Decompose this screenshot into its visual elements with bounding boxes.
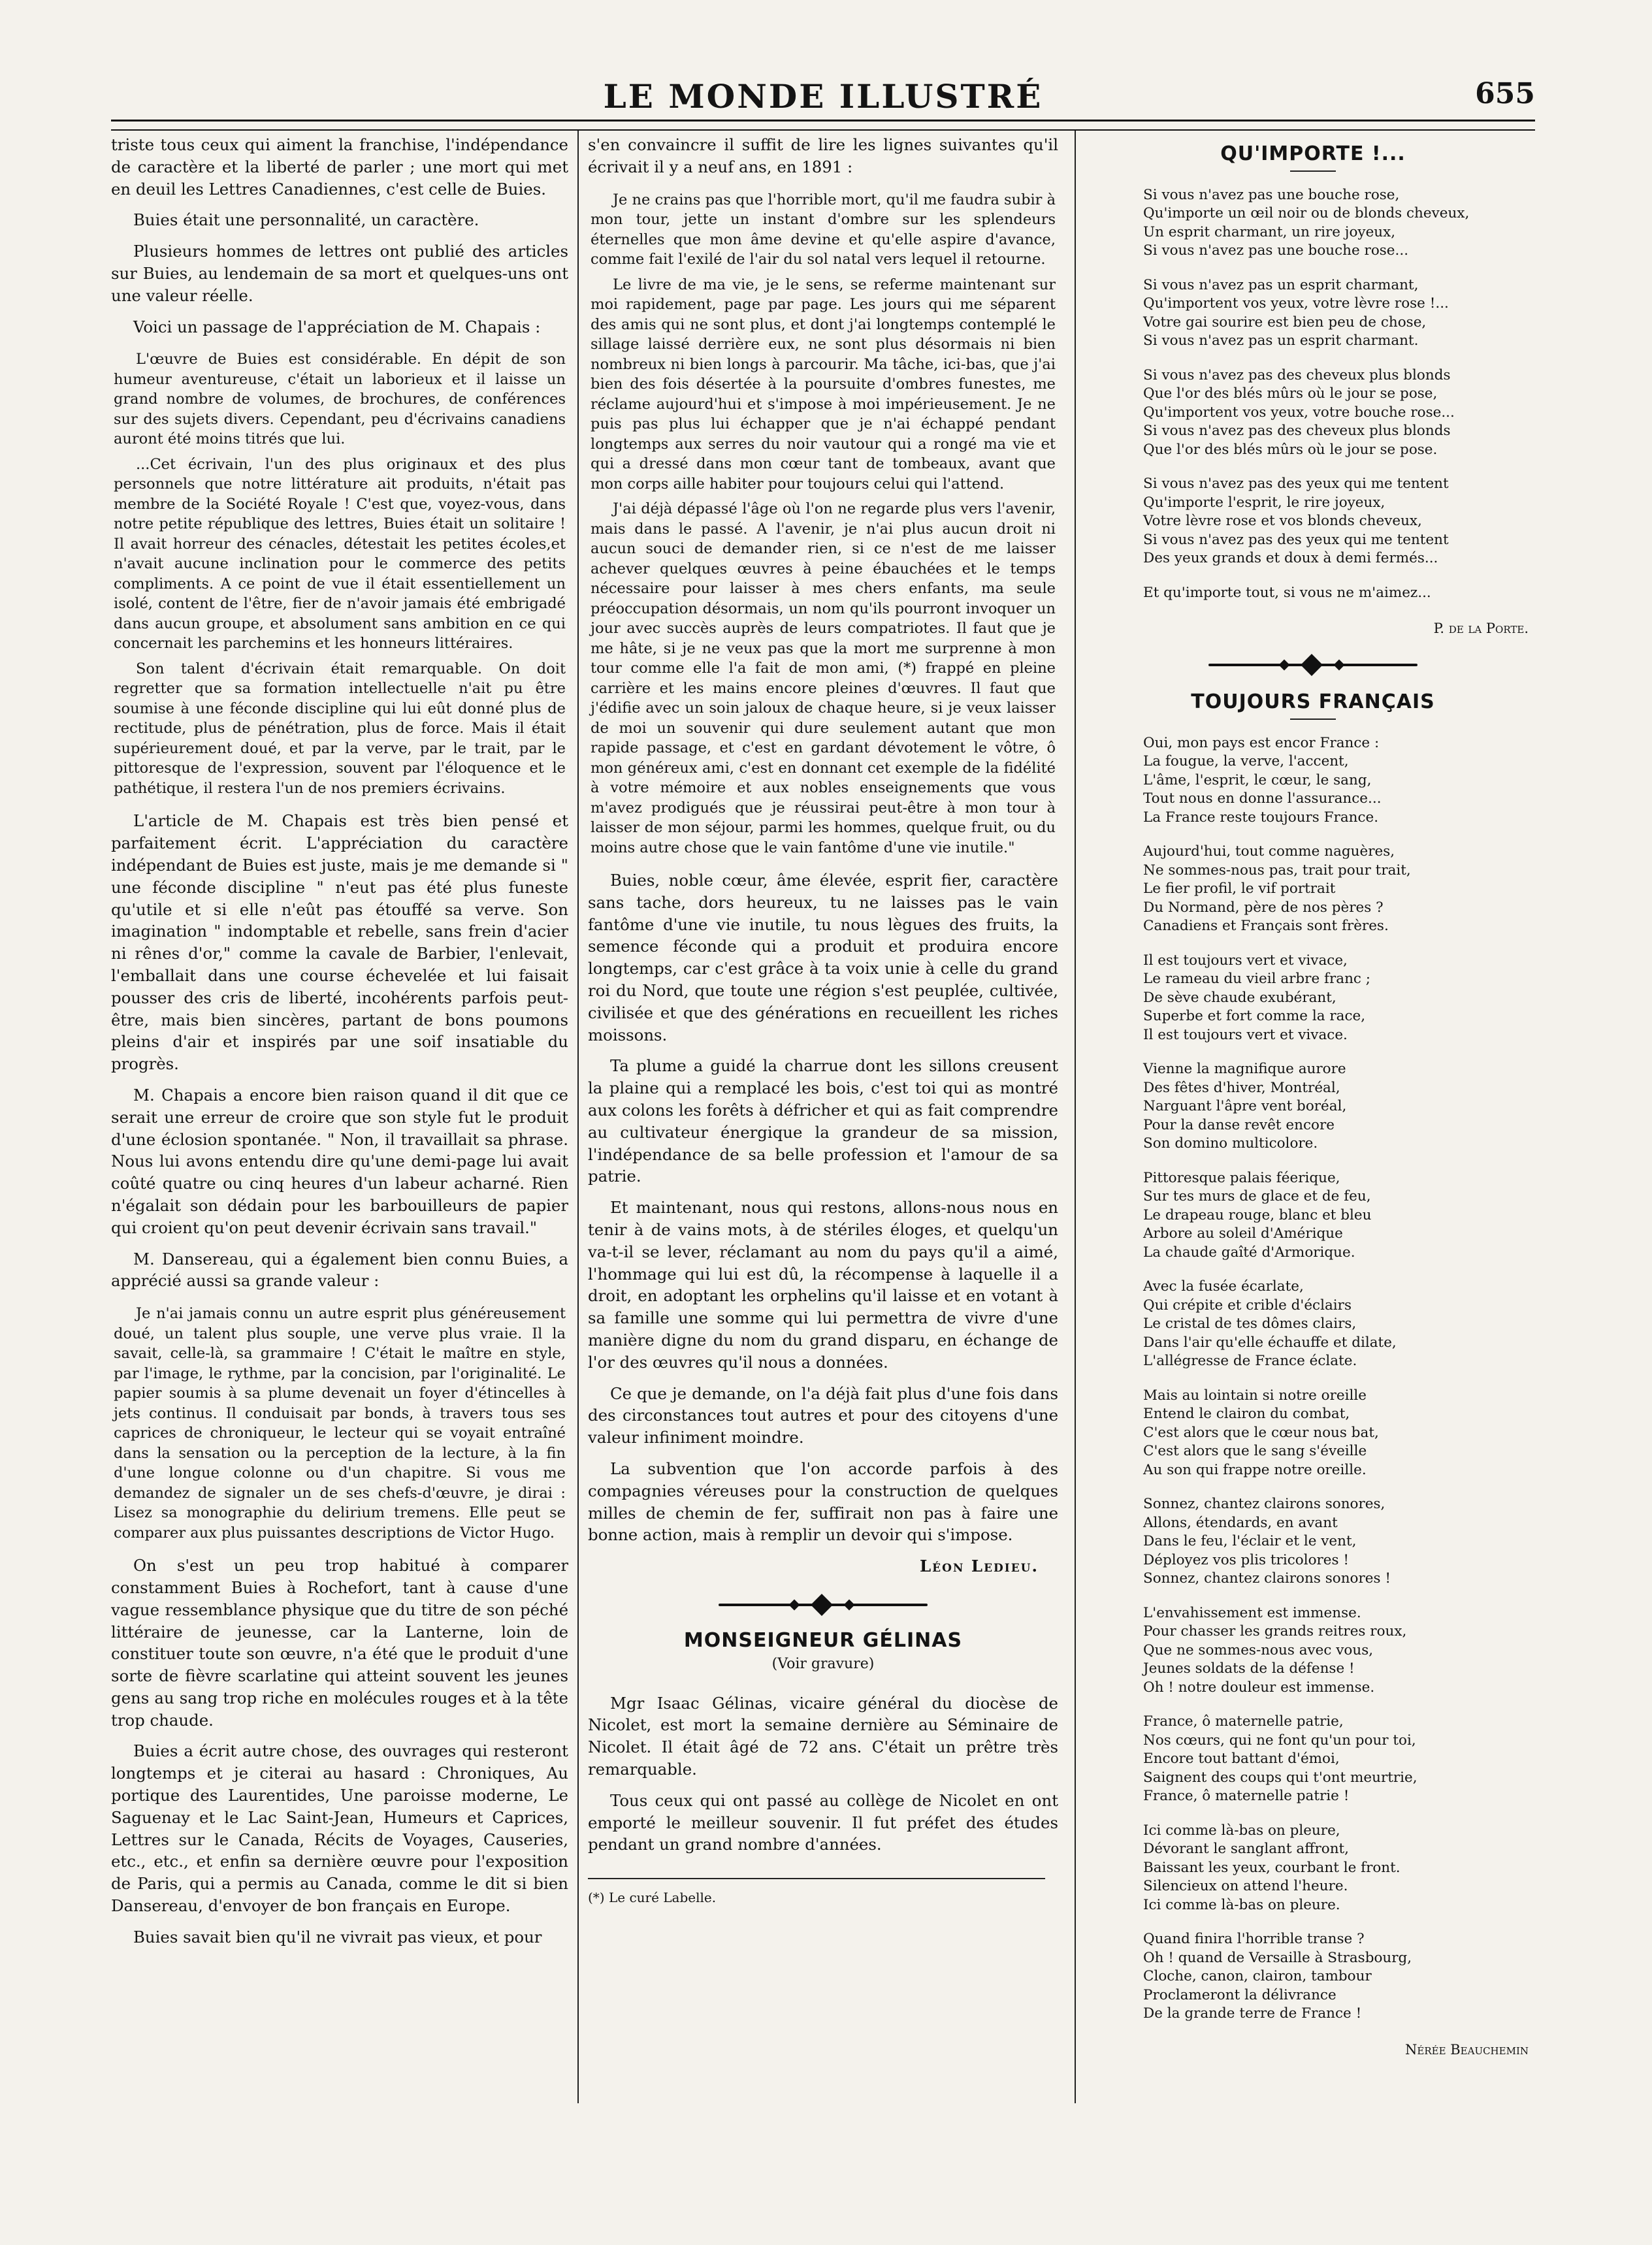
stanza: [1143, 366, 1529, 460]
verse-line: Oh ! quand de Versaille à Strasbourg,: [1143, 1949, 1412, 1966]
verse-line: Vienne la magnifique aurore: [1143, 1061, 1346, 1078]
poem-signature: Nérée Beauchemin: [1405, 2041, 1529, 2058]
verse-line: L'âme, l'esprit, le cœur, le sang,: [1143, 771, 1372, 788]
verse-line: Si vous n'avez pas des cheveux plus blonds: [1143, 423, 1451, 440]
verse-line: France, ô maternelle patrie !: [1143, 1788, 1350, 1805]
ornament-divider: [719, 1597, 928, 1613]
quote-paragraph: Son talent d'écrivain était remarquable. On doit regretter que sa formation intellectuelle n'ait pu être soumise à une féconde discipline qui lui eût donné plus de rectitude, plus de pénétration, plus de force. Mais il était supérieurement doué, et par la verve, par le trait, par le pittoresque de l'expression, souvent par l'éloquence et le pathétique, il restera l'un de nos premiers écrivains.: [114, 660, 566, 797]
verse-line: Si vous n'avez pas une bouche rose,: [1143, 186, 1400, 203]
verse-line: Qu'importent vos yeux, votre bouche rose...: [1143, 404, 1455, 421]
stanza: [1143, 1060, 1529, 1154]
verse-line: Dévorant le sanglant affront,: [1143, 1841, 1350, 1858]
verse-line: Déployez vos plis tricolores !: [1143, 1551, 1350, 1568]
verse-line: Il est toujours vert et vivace,: [1143, 952, 1348, 969]
stanza: [1143, 186, 1529, 261]
verse-line: Superbe et fort comme la race,: [1143, 1008, 1366, 1025]
paragraph: Buies, noble cœur, âme élevée, esprit fier, caractère sans tache, dors heureux, tu ne laisses pas le vain fantôme d'une vie inutile, tu nous lègues des fruits, la semence féconde qui a produit et produira encore longtemps, car c'est grâce à ta voix unie à celle du grand roi du Nord, que toute une région s'est peuplée, cultivée, civilisée et que des générations en recueillent les riches moissons.: [588, 871, 1058, 1044]
verse-line: Encore tout battant d'émoi,: [1143, 1751, 1340, 1768]
verse-line: Nos cœurs, qui ne font qu'un pour toi,: [1143, 1732, 1416, 1749]
quotation-chapais: [114, 349, 566, 798]
verse-line: Sonnez, chantez clairons sonores,: [1143, 1496, 1385, 1513]
verse-line: Si vous n'avez pas une bouche rose...: [1143, 242, 1409, 259]
verse-line: Arbore au soleil d'Amérique: [1143, 1225, 1343, 1242]
stanza: [1143, 584, 1529, 603]
quote-paragraph: Je n'ai jamais connu un autre esprit plus généreusement doué, un talent plus souple, une verve plus vraie. Il la savait, celle-là, sa grammaire ! C'était le maître en style, par l'image, le rythme, par la concision, par l'originalité. Le papier soumis à sa plume devenait un foyer d'étincelles à jets continus. Il conduisait par bonds, à travers tous ses caprices de chroniqueur, le lecteur qui se voyait entraîné dans la sensation ou la perception de la lecture, à la fin d'une longue colonne ou d'un chapitre. Si vous me demandez de signaler un de ses chefs-d'œuvre, je dirai : Lisez sa monographie du delirium tremens. Elle peut se comparer aux plus puissantes descriptions de Victor Hugo.: [114, 1305, 566, 1542]
verse-line: Baissant les yeux, courbant le front.: [1143, 1859, 1401, 1876]
paragraph: La subvention que l'on accorde parfois à des compagnies véreuses pour la construction de quelques milles de chemin de fer, suffirait non pas à faire une bonne action, mais à remplir un devoir qui s'impose.: [588, 1459, 1058, 1545]
verse-line: Quand finira l'horrible transe ?: [1143, 1931, 1365, 1948]
verse-line: Dans l'air qu'elle échauffe et dilate,: [1143, 1334, 1397, 1351]
verse-line: Que l'or des blés mûrs où le jour se pose,: [1143, 385, 1438, 402]
poem-body: [1097, 734, 1529, 2024]
verse-line: La fougue, la verve, l'accent,: [1143, 753, 1349, 770]
verse-line: Si vous n'avez pas des cheveux plus blonds: [1143, 366, 1451, 383]
verse-line: La France reste toujours France.: [1143, 809, 1379, 826]
verse-line: Le drapeau rouge, blanc et bleu: [1143, 1206, 1372, 1223]
paragraph: s'en convaincre il suffit de lire les lignes suivantes qu'il écrivait il y a neuf ans, en 1891 :: [588, 135, 1058, 176]
verse-line: Si vous n'avez pas un esprit charmant,: [1143, 276, 1419, 293]
verse-line: Proclameront la délivrance: [1143, 1986, 1336, 2003]
quote-paragraph: L'œuvre de Buies est considérable. En dépit de son humeur aventureuse, c'était un laborieux et il laisse un grand nombre de volumes, de brochures, de conférences sur des sujets divers. Cependant, peu d'écrivains canadiens auront été moins titrés que lui.: [114, 351, 566, 448]
paragraph: Buies était une personnalité, un caractère.: [133, 210, 479, 230]
verse-line: Entend le clairon du combat,: [1143, 1406, 1350, 1423]
stanza: [1143, 1387, 1529, 1480]
verse-line: Le fier profil, le vif portrait: [1143, 880, 1336, 897]
paragraph: Ta plume a guidé la charrue dont les sillons creusent la plaine qui a remplacé les bois, c'est toi qui as montré aux colons les forêts à défricher et qui as fait comprendre au cultivateur énergique la grandeur de sa mission, l'indépendance de sa belle profession et l'amour de sa patrie.: [588, 1056, 1058, 1186]
stanza: [1143, 1822, 1529, 1915]
verse-line: Narguant l'âpre vent boréal,: [1143, 1098, 1347, 1115]
stanza: [1143, 952, 1529, 1045]
paragraph: M. Dansereau, qui a également bien connu Buies, a apprécié aussi sa grande valeur :: [111, 1249, 568, 1291]
paragraph: Voici un passage de l'appréciation de M. Chapais :: [133, 317, 541, 336]
paragraph: Plusieurs hommes de lettres ont publié des articles sur Buies, au lendemain de sa mort et quelques-uns ont une valeur réelle.: [111, 242, 568, 305]
verse-line: Sonnez, chantez clairons sonores !: [1143, 1570, 1391, 1587]
column-divider-1: [577, 131, 579, 2103]
verse-line: France, ô maternelle patrie,: [1143, 1713, 1344, 1730]
verse-line: Qu'importent vos yeux, votre lèvre rose !...: [1143, 295, 1449, 312]
ornament-divider: [1208, 657, 1417, 673]
verse-line: La chaude gaîté d'Armorique.: [1143, 1244, 1355, 1261]
quote-paragraph: J'ai déjà dépassé l'âge où l'on ne regarde plus vers l'avenir, mais dans le passé. A l'avenir, je n'ai plus aucun droit ni aucun souci de demander rien, si ce n'est de me laisser achever quelques œuvres à peine ébauchées et le temps nécessaire pour laisser à mes chers enfants, ma seule préoccupation désormais, un nom qu'ils pourront invoquer un jour avec succès auprès de leurs compatriotes. Il faut que je me hâte, si je ne veux pas que la mort me surprenne à mon tour comme elle l'a fait de mon ami, (*) frappé en pleine carrière et les mains encore pleines d'œuvres. Il faut que j'édifie avec un soin jaloux de chaque heure, si je veux laisser de moi un souvenir qui dure seulement autant que mon rapide passage, et c'est en gardant dévotement le vôtre, ô mon généreux ami, c'est en donnant cet exemple de la fidélité à votre mémoire et aux nobles enseignements que vous m'avez prodigués que je réussirai peut-être à mon tour à laisser de mon séjour, parmi les hommes, quelque fruit, ou du moins autre chose que le vain fantôme d'une vie inutile.": [591, 500, 1056, 856]
verse-line: C'est alors que le cœur nous bat,: [1143, 1424, 1379, 1441]
stanza: [1143, 1930, 1529, 2024]
verse-line: Si vous n'avez pas des yeux qui me tentent: [1143, 476, 1449, 493]
verse-line: Votre lèvre rose et vos blonds cheveux,: [1143, 513, 1422, 530]
poem-title: TOUJOURS FRANÇAIS: [1191, 690, 1435, 714]
verse-line: Ne sommes-nous pas, trait pour trait,: [1143, 862, 1411, 879]
verse-line: Et qu'importe tout, si vous ne m'aimez...: [1143, 584, 1431, 601]
verse-line: Qui crépite et crible d'éclairs: [1143, 1297, 1352, 1314]
verse-line: Ici comme là-bas on pleure,: [1143, 1822, 1340, 1839]
verse-line: Si vous n'avez pas un esprit charmant.: [1143, 332, 1419, 349]
verse-line: Oh ! notre douleur est immense.: [1143, 1679, 1375, 1696]
verse-line: Un esprit charmant, un rire joyeux,: [1143, 223, 1396, 240]
title-rule: [1290, 719, 1336, 720]
paragraph: Buies a écrit autre chose, des ouvrages qui resteront longtemps et je citerai au hasard : Chroniques, Au portique des Laurentides, Une paroisse moderne, Le Saguenay et le Lac Saint-Jean, Humeurs et Caprices, Lettres sur le Canada, Récits de Voyages, Causeries, etc., etc., et enfin sa dernière œuvre pour l'exposition de Paris, qui a permis au Canada, comme le dit si bien Dansereau, d'envoyer de bon français en Europe.: [111, 1741, 568, 1916]
stanza: [1143, 475, 1529, 568]
verse-line: Que l'or des blés mûrs où le jour se pose.: [1143, 441, 1438, 458]
column-2: [588, 134, 1058, 1909]
verse-line: Au son qui frappe notre oreille.: [1143, 1461, 1367, 1478]
verse-line: Tout nous en donne l'assurance...: [1143, 790, 1382, 807]
verse-line: Sur tes murs de glace et de feu,: [1143, 1188, 1371, 1205]
verse-line: Des fêtes d'hiver, Montréal,: [1143, 1079, 1340, 1096]
page-number: 655: [1475, 77, 1535, 110]
footnote-rule: [588, 1878, 1045, 1879]
page-header: [111, 72, 1535, 118]
verse-line: Cloche, canon, clairon, tambour: [1143, 1968, 1372, 1985]
verse-line: Que ne sommes-nous avec vous,: [1143, 1641, 1374, 1658]
verse-line: Canadiens et Français sont frères.: [1143, 918, 1389, 935]
verse-line: Dans le feu, l'éclair et le vent,: [1143, 1533, 1357, 1550]
title-rule: [1290, 170, 1336, 172]
paragraph: Tous ceux qui ont passé au collège de Nicolet en ont emporté le meilleur souvenir. Il fut préfet des études pendant un grand nombre d'années.: [588, 1790, 1058, 1854]
verse-line: De sève chaude exubérant,: [1143, 989, 1336, 1006]
stanza: [1143, 276, 1529, 351]
column-1: [111, 134, 568, 1958]
section-subtitle: (Voir gravure): [771, 1655, 875, 1672]
article-author: Léon Ledieu.: [919, 1557, 1039, 1576]
poem-title: QU'IMPORTE !...: [1220, 142, 1406, 165]
verse-line: L'allégresse de France éclate.: [1143, 1353, 1357, 1370]
paragraph: Buies savait bien qu'il ne vivrait pas vieux, et pour: [133, 1927, 542, 1946]
verse-line: L'envahissement est immense.: [1143, 1604, 1361, 1621]
verse-line: De la grande terre de France !: [1143, 2005, 1362, 2022]
paragraph: M. Chapais a encore bien raison quand il dit que ce serait une erreur de croire que son style fut le produit d'une éclosion spontanée. " Non, il travaillait sa phrase. Nous lui avons entendu dire qu'une demi-page lui avait coûté quatre ou cinq heures d'un labeur acharné. Rien n'égalait son dédain pour les barbouilleurs de papier qui croient qu'on peut devenir écrivain sans travail.": [111, 1085, 568, 1237]
verse-line: Du Normand, père de nos pères ?: [1143, 899, 1384, 916]
paragraph: L'article de M. Chapais est très bien pensé et parfaitement écrit. L'appréciation du caractère indépendant de Buies est juste, mais je me demande si " une féconde discipline " n'eut pas été plus funeste qu'utile et si elle n'eût pas étouffé sa verve. Son imagination " indomptable et rebelle, sans frein d'acier ni rênes d'or," comme la cavale de Barbier, l'enlevait, l'emballait dans une course échevelée et lui faisait pousser des cris de liberté, incohérents parfois peut-être, mais bien sincères, partant de bons poumons pleins d'air et inspirés par une soif insatiable du progrès.: [111, 811, 568, 1074]
verse-line: Qu'importe l'esprit, le rire joyeux,: [1143, 494, 1385, 511]
poem-signature: P. de la Porte.: [1433, 621, 1529, 637]
column-divider-2: [1075, 131, 1076, 2103]
verse-line: Pour chasser les grands reitres roux,: [1143, 1623, 1407, 1640]
quotation-buies: [591, 190, 1056, 858]
quotation-dansereau: [114, 1304, 566, 1543]
paragraph: triste tous ceux qui aiment la franchise, l'indépendance de caractère et la liberté de parler ; une mort qui met en deuil les Lettres Canadiennes, c'est celle de Buies.: [111, 135, 568, 199]
verse-line: Saignent des coups qui t'ont meurtrie,: [1143, 1769, 1417, 1786]
column-3: [1097, 134, 1529, 2065]
section-title: MONSEIGNEUR GÉLINAS: [683, 1629, 963, 1652]
footnote: (*) Le curé Labelle.: [588, 1890, 717, 1906]
poem-body: [1097, 186, 1529, 603]
verse-line: C'est alors que le sang s'éveille: [1143, 1443, 1367, 1460]
paragraph: Et maintenant, nous qui restons, allons-nous nous en tenir à de vains mots, à de stériles éloges, et quelqu'un va-t-il se lever, réclamant au nom du pays qu'il a aimé, l'hommage qui lui est dû, la récompense à laquelle il a droit, en adoptant les orphelins qu'il laisse et en votant à sa famille une somme qui lui permettra de vivre d'une manière digne du nom du grand disparu, en échange de l'or des œuvres qu'il nous a données.: [588, 1198, 1058, 1372]
stanza: [1143, 1713, 1529, 1806]
verse-line: Qu'importe un œil noir ou de blonds cheveux,: [1143, 205, 1470, 222]
verse-line: Jeunes soldats de la défense !: [1143, 1660, 1355, 1677]
verse-line: Le cristal de tes dômes clairs,: [1143, 1316, 1357, 1332]
masthead: LE MONDE ILLUSTRÉ: [603, 77, 1043, 116]
verse-line: Pour la danse revêt encore: [1143, 1116, 1335, 1133]
verse-line: Il est toujours vert et vivace.: [1143, 1026, 1348, 1043]
verse-line: Avec la fusée écarlate,: [1143, 1278, 1304, 1295]
stanza: [1143, 1604, 1529, 1698]
stanza: [1143, 1169, 1529, 1263]
stanza: [1143, 1278, 1529, 1371]
header-rule: [111, 120, 1535, 131]
verse-line: Ici comme là-bas on pleure.: [1143, 1896, 1340, 1913]
paragraph: Mgr Isaac Gélinas, vicaire général du diocèse de Nicolet, est mort la semaine dernière au Séminaire de Nicolet. Il était âgé de 72 ans. C'était un prêtre très remarquable.: [588, 1693, 1058, 1779]
stanza: [1143, 843, 1529, 936]
verse-line: Votre gai sourire est bien peu de chose,: [1143, 314, 1427, 331]
verse-line: Le rameau du vieil arbre franc ;: [1143, 971, 1371, 988]
paragraph: Ce que je demande, on l'a déjà fait plus d'une fois dans des circonstances tout autres et pour des citoyens d'une valeur infiniment moindre.: [588, 1383, 1058, 1447]
quote-paragraph: ...Cet écrivain, l'un des plus originaux et des plus personnels que notre littérature ait produits, n'était pas membre de la Société Royale ! C'est que, voyez-vous, dans notre petite république des lettres, Buies était un solitaire ! Il avait horreur des cénacles, détestait les petites écoles,et n'avait aucune inclination pour le commerce des petits compliments. A ce point de vue il était essentiellement un isolé, content de l'être, fier de n'avoir jamais été embrigadé dans aucun groupe, et absolument sans ambition en ce qui concernait les parchemins et les honneurs littéraires.: [114, 455, 566, 653]
verse-line: Oui, mon pays est encor France :: [1143, 734, 1380, 751]
verse-line: Allons, étendards, en avant: [1143, 1514, 1338, 1531]
verse-line: Pittoresque palais féerique,: [1143, 1169, 1340, 1186]
stanza: [1143, 734, 1529, 828]
verse-line: Aujourd'hui, tout comme naguères,: [1143, 843, 1395, 860]
quote-paragraph: Je ne crains pas que l'horrible mort, qu'il me faudra subir à mon tour, jette un instant d'ombre sur les splendeurs éternelles que mon âme devine et qu'elle aspire d'avance, comme fait l'exilé de l'air du sol natal vers lequel il retourne.: [591, 191, 1056, 268]
verse-line: Mais au lointain si notre oreille: [1143, 1387, 1367, 1404]
verse-line: Si vous n'avez pas des yeux qui me tentent: [1143, 531, 1449, 548]
quote-paragraph: Le livre de ma vie, je le sens, se referme maintenant sur moi rapidement, page par page. Les jours qui me séparent des amis qui ne sont plus, et dont j'ai longtemps contemplé le sillage laissé derrière eux, ne sont plus désormais ni bien nombreux ni bien longs à parcourir. Ma tâche, ici-bas, que j'ai bien des fois désertée à la poursuite d'ombres funestes, me réclame aujourd'hui et s'impose à moi impérieusement. Je ne puis pas plus lui échapper que je n'ai échappé pendant longtemps aux serres du noir vautour qui a rongé ma vie et qui a dressé dans mon cœur tant de tombeaux, avant que mon corps aille habiter pour toujours celui qui l'attend.: [591, 276, 1056, 493]
paragraph: On s'est un peu trop habitué à comparer constamment Buies à Rochefort, tant à cause d'une vague ressemblance physique que du titre de son péché littéraire de jeunesse, car la Lanterne, loin de constituer toute son œuvre, n'a été que le produit d'une sorte de fièvre scarlatine qui atteint souvent les jeunes gens au sang trop riche en molécules rouges et à la tête trop chaude.: [111, 1556, 568, 1730]
stanza: [1143, 1495, 1529, 1589]
verse-line: Des yeux grands et doux à demi fermés...: [1143, 550, 1438, 567]
verse-line: Silencieux on attend l'heure.: [1143, 1878, 1348, 1895]
verse-line: Son domino multicolore.: [1143, 1135, 1318, 1152]
